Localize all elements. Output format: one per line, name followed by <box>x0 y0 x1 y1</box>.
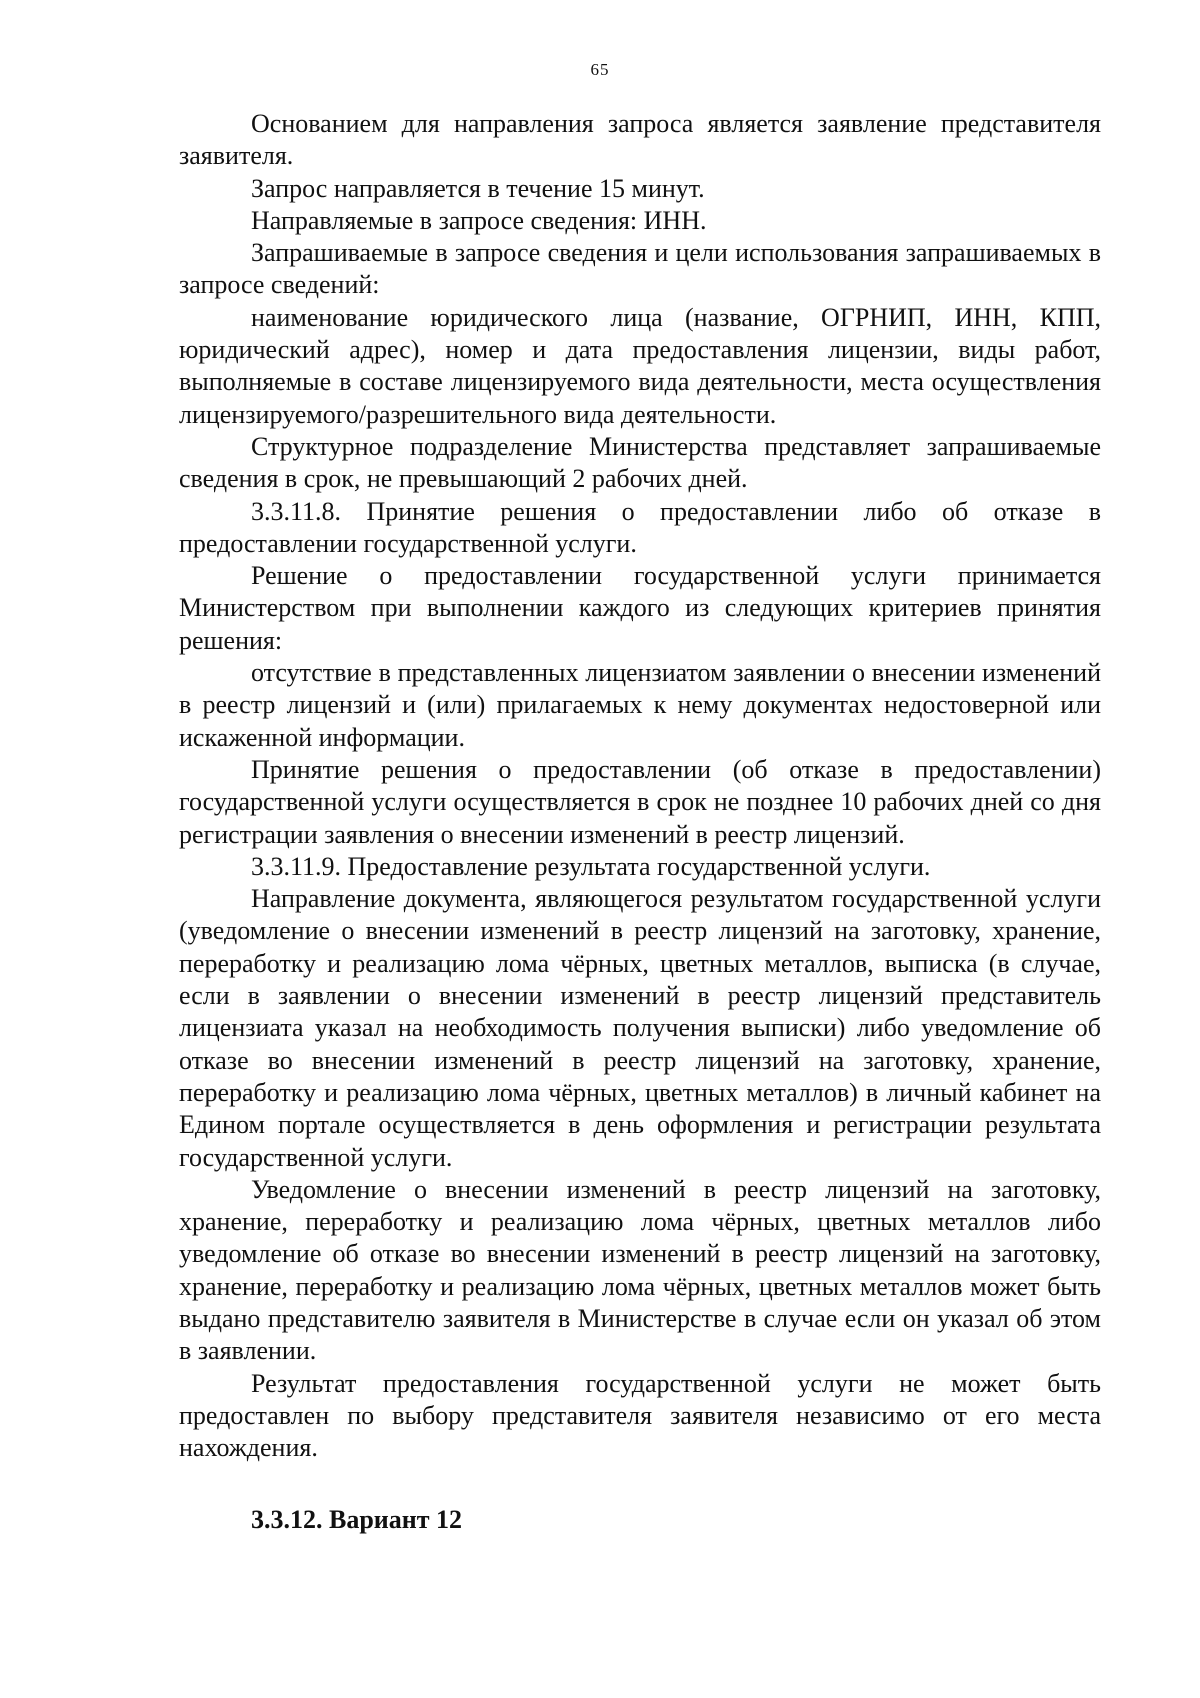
paragraph: 3.3.11.9. Предоставление результата государственной услуги. <box>251 851 931 881</box>
paragraph: Запрос направляется в течение 15 минут. <box>251 173 705 203</box>
paragraph: Основанием для направления запроса является заявление представителя заявителя. <box>179 109 1101 171</box>
paragraph: Решение о предоставлении государственной услуги принимается Министерством при выполнении каждого из следующих критериев принятия решения: <box>179 561 1101 655</box>
paragraph: отсутствие в представленных лицензиатом заявлении о внесении изменений в реестр лицензий и (или) прилагаемых к нему документах недостоверной или искаженной информации. <box>179 658 1101 752</box>
paragraph: Направляемые в запросе сведения: ИНН. <box>251 205 707 235</box>
paragraph: 3.3.11.8. Принятие решения о предоставлении либо об отказе в предоставлении государственной услуги. <box>179 496 1101 558</box>
paragraph: наименование юридического лица (название, ОГРНИП, ИНН, КПП, юридический адрес), номер и дата предоставления лицензии, виды работ, выполняемые в составе лицензируемого вида деятельности, места осуществления лицензируемого/разрешительного вида деятельности. <box>179 302 1101 429</box>
paragraph: Запрашиваемые в запросе сведения и цели использования запрашиваемых в запросе сведений: <box>179 238 1101 300</box>
paragraph: Структурное подразделение Министерства представляет запрашиваемые сведения в срок, не превышающий 2 рабочих дней. <box>179 431 1101 494</box>
paragraph: Принятие решения о предоставлении (об отказе в предоставлении) государственной услуги осуществляется в срок не позднее 10 рабочих дней со дня регистрации заявления о внесении изменений в реестр лицензий. <box>179 754 1101 849</box>
section-heading: 3.3.12. Вариант 12 <box>251 1505 463 1534</box>
paragraph: Направление документа, являющегося результатом государственной услуги (уведомление о внесении изменений в реестр лицензий на заготовку, хранение, переработку и реализацию лома чёрных, цветных металлов, выписка (в случае, если в заявлении о внесении изменений в реестр лицензий представитель лицензиата указал на необходимость получения выписки) либо уведомление об отказе во внесении изменений в реестр лицензий на заготовку, хранение, переработку и реализацию лома чёрных, цветных металлов) в личный кабинет на Едином портале осуществляется в день оформления и регистрации результата государственной услуги. <box>179 884 1101 1172</box>
body-text <box>179 108 1101 1464</box>
paragraph: Уведомление о внесении изменений в реестр лицензий на заготовку, хранение, переработку и реализацию лома чёрных, цветных металлов либо уведомление об отказе во внесении изменений в реестр лицензий на заготовку, хранение, переработку и реализацию лома чёрных, цветных металлов может быть выдано представителю заявителя в Министерстве в случае если он указал об этом в заявлении. <box>179 1174 1101 1366</box>
page-number: 65 <box>590 60 610 79</box>
paragraph: Результат предоставления государственной услуги не может быть предоставлен по выбору представителя заявителя независимо от его места нахождения. <box>179 1368 1101 1463</box>
